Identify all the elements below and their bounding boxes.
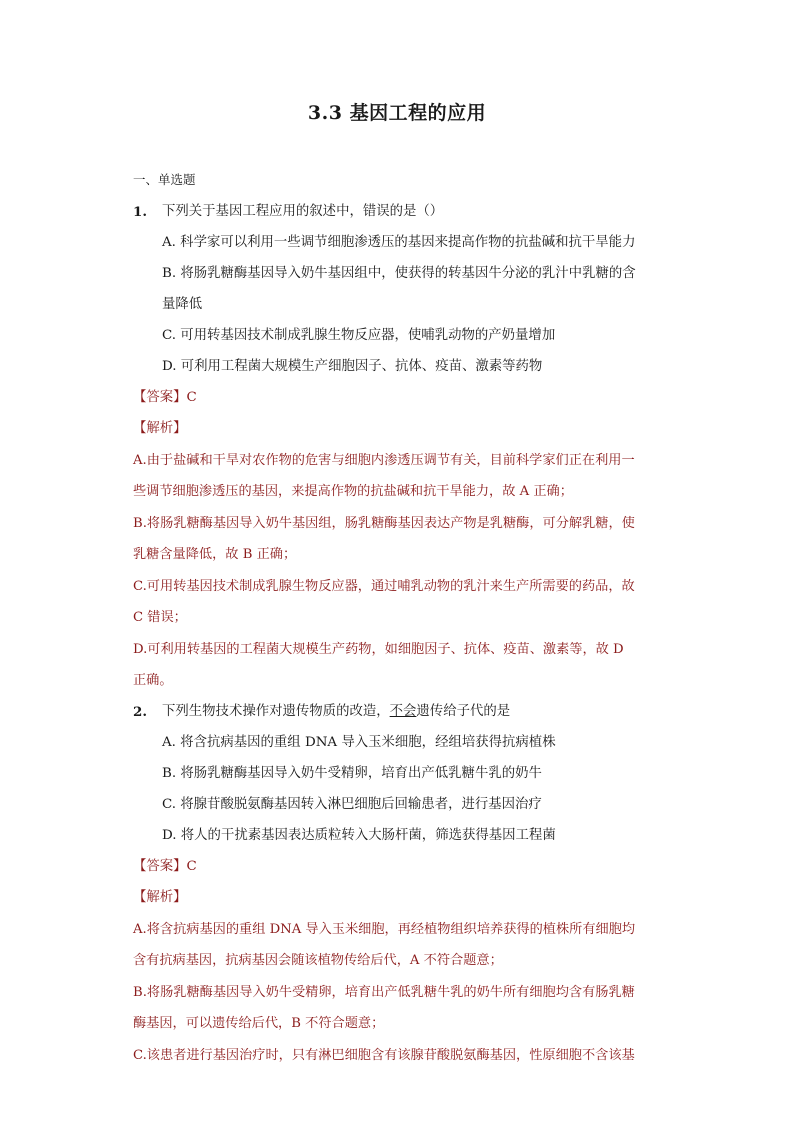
question-1-option-b-cont: 量降低 <box>162 297 203 312</box>
question-2-stem-pre: 下列生物技术操作对遗传物质的改造， <box>162 704 390 719</box>
question-2-option-b: B. 将肠乳糖酶基因导入奶牛受精卵，培育出产低乳糖牛乳的奶牛 <box>162 766 542 781</box>
question-1-option-d: D. 可利用工程菌大规模生产细胞因子、抗体、疫苗、激素等药物 <box>162 359 543 374</box>
question-1-option-b: B. 将肠乳糖酶基因导入奶牛基因组中，使获得的转基因牛分泌的乳汁中乳糖的含 <box>162 266 636 281</box>
question-1-analysis-line: C 错误； <box>133 610 187 625</box>
question-1-analysis-label: 【解析】 <box>133 421 187 436</box>
question-1-analysis-line: 乳糖含量降低，故 B 正确； <box>133 547 297 562</box>
question-2-answer: 【答案】C <box>133 859 197 874</box>
question-1-analysis-line: A.由于盐碱和干旱对农作物的危害与细胞内渗透压调节有关，目前科学家们正在利用一 <box>133 453 635 468</box>
question-2-option-a: A. 将含抗病基因的重组 DNA 导入玉米细胞，经组培获得抗病植株 <box>162 735 556 750</box>
question-2-analysis-line: B.将肠乳糖酶基因导入奶牛受精卵，培育出产低乳糖牛乳的奶牛所有细胞均含有肠乳糖 <box>133 985 635 1000</box>
question-1-analysis-line: 正确。 <box>133 673 173 688</box>
question-2-analysis-line: 酶基因，可以遗传给后代，B 不符合题意； <box>133 1016 385 1031</box>
question-1-stem: 下列关于基因工程应用的叙述中，错误的是（） <box>162 204 444 219</box>
question-2-analysis-label: 【解析】 <box>133 890 187 905</box>
question-1-analysis-line: B.将肠乳糖酶基因导入奶牛基因组，肠乳糖酶基因表达产物是乳糖酶，可分解乳糖，使 <box>133 516 635 531</box>
question-2-analysis-line: 含有抗病基因，抗病基因会随该植物传给后代，A 不符合题意； <box>133 953 503 968</box>
question-1-option-c: C. 可用转基因技术制成乳腺生物反应器，使哺乳动物的产奶量增加 <box>162 328 556 343</box>
page-title: 3.3 基因工程的应用 <box>307 102 487 124</box>
question-2-number: 2. <box>133 704 147 720</box>
question-2-analysis-line: C.该患者进行基因治疗时，只有淋巴细胞含有该腺苷酸脱氨酶基因，性原细胞不含该基 <box>133 1048 635 1063</box>
question-2-stem-underlined: 不会 <box>389 704 417 719</box>
question-1-number: 1. <box>133 204 147 220</box>
question-1-option-a: A. 科学家可以利用一些调节细胞渗透压的基因来提高作物的抗盐碱和抗干旱能力 <box>162 235 636 250</box>
question-2-option-d: D. 将人的干扰素基因表达质粒转入大肠杆菌，筛选获得基因工程菌 <box>162 828 556 843</box>
question-2-stem <box>162 702 510 722</box>
question-1-answer: 【答案】C <box>133 390 197 405</box>
question-2-stem-post: 遗传给子代的是 <box>416 704 511 719</box>
question-2-option-c: C. 将腺苷酸脱氨酶基因转入淋巴细胞后回输患者，进行基因治疗 <box>162 797 542 812</box>
section-heading: 一、单选题 <box>133 172 196 187</box>
question-2-analysis-line: A.将含抗病基因的重组 DNA 导入玉米细胞，再经植物组织培养获得的植株所有细胞均 <box>133 922 636 937</box>
question-1-analysis-line: 些调节细胞渗透压的基因，来提高作物的抗盐碱和抗干旱能力，故 A 正确； <box>133 484 573 499</box>
question-1-analysis-line: C.可用转基因技术制成乳腺生物反应器，通过哺乳动物的乳汁来生产所需要的药品，故 <box>133 579 635 594</box>
question-1-analysis-line: D.可利用转基因的工程菌大规模生产药物，如细胞因子、抗体、疫苗、激素等，故 D <box>133 642 624 657</box>
